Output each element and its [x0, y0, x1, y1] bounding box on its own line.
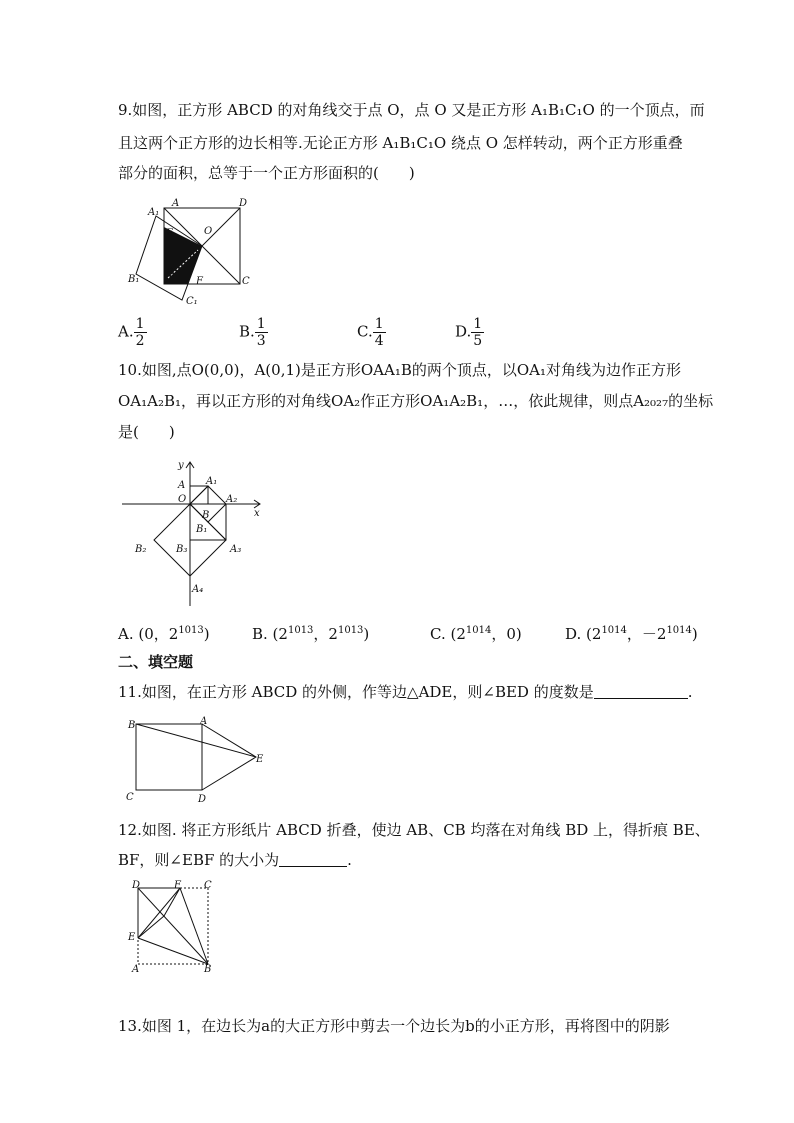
q11-answer-blank[interactable] [594, 684, 688, 699]
label-a: A [200, 716, 208, 727]
label-a1: A₁ [148, 207, 160, 218]
q9-line-2: 且这两个正方形的边长相等.无论正方形 A₁B₁C₁O 绕点 O 怎样转动，两个正方形重叠 [118, 134, 683, 152]
label-b1: B₁ [196, 524, 208, 535]
q10-option-a[interactable]: A. (0，$2^{1013}$) [118, 625, 210, 643]
q12-line-1: 12.如图. 将正方形纸片 ABCD 折叠，使边 AB、CB 均落在对角线 BD 上，得折痕 BE、 [118, 821, 710, 839]
label-a1: A₁ [206, 476, 218, 487]
q12-answer-blank[interactable] [279, 852, 347, 867]
crease-bf [180, 888, 208, 964]
label-a2: A₂ [226, 494, 238, 505]
label-b: B [128, 720, 136, 731]
q12-figure [124, 876, 220, 976]
q9-line-3: 部分的面积，总等于一个正方形面积的( ) [118, 164, 415, 182]
q9-option-b[interactable]: B. $\frac{1}{3}$ [239, 316, 266, 349]
label-a4: A₄ [192, 584, 204, 595]
label-d: D [198, 794, 207, 805]
label-a3: A₃ [230, 544, 242, 555]
label-f: F [196, 276, 203, 287]
label-c: C [204, 880, 212, 891]
q10-option-b[interactable]: B. ($2^{1013}$，$2^{1013}$) [252, 625, 370, 643]
equilateral-triangle-ade [202, 724, 256, 790]
q10-figure [120, 458, 265, 608]
q9-option-c[interactable]: C. $\frac{1}{4}$ [357, 316, 384, 349]
label-b: B [202, 510, 210, 521]
section-heading-fill-in: 二、填空题 [118, 653, 194, 671]
q11-line-1: 11.如图，在正方形 ABCD 的外侧，作等边△ADE，则∠BED 的度数是 . [118, 683, 693, 701]
segment-be [136, 724, 256, 757]
label-o: O [204, 226, 213, 237]
label-b: B [166, 267, 174, 278]
label-e: E [128, 932, 136, 943]
label-o: O [178, 494, 187, 505]
label-e: E [166, 228, 174, 239]
q10-line-2: OA₁A₂B₁，再以正方形的对角线OA₂作正方形OA₁A₂B₁，…，依此规律，则点A₂₀₂₇的坐标 [118, 392, 714, 410]
label-x: x [254, 508, 260, 519]
q9-figure [118, 196, 268, 308]
q11-figure [124, 714, 268, 806]
q9-option-d[interactable]: D. $\frac{1}{5}$ [455, 316, 483, 349]
q12-line-2: BF，则∠EBF 的大小为 . [118, 851, 352, 869]
q10-line-1: 10.如图,点O(0,0)，A(0,1)是正方形OAA₁B的两个顶点，以OA₁对角线为边作正方形 [118, 361, 682, 379]
q9-option-a[interactable]: A. $\frac{1}{2}$ [118, 316, 145, 349]
q10-option-d[interactable]: D. ($2^{1014}$，$-2^{1014}$) [565, 625, 698, 643]
label-e: E [256, 754, 264, 765]
label-a: A [178, 480, 186, 491]
label-y: y [178, 460, 184, 471]
q10-option-c[interactable]: C. ($2^{1014}$，0) [430, 625, 522, 643]
label-b2: B₂ [135, 544, 147, 555]
label-c: C [126, 792, 134, 803]
q10-line-3: 是( ) [118, 423, 175, 441]
label-c1: C₁ [186, 296, 198, 307]
label-f: F [174, 880, 181, 891]
q13-line-1: 13.如图 1，在边长为a的大正方形中剪去一个边长为b的小正方形，再将图中的阴影 [118, 1017, 670, 1035]
q9-line-1: 9.如图，正方形 ABCD 的对角线交于点 O，点 O 又是正方形 A₁B₁C₁O 的一个顶点，而 [118, 101, 705, 119]
crease-be [138, 938, 208, 964]
label-c: C [242, 276, 250, 287]
label-d: D [239, 198, 248, 209]
label-d: D [132, 880, 141, 891]
label-b: B [204, 964, 212, 975]
label-b1: B₁ [128, 274, 140, 285]
label-a: A [132, 964, 140, 975]
square-abcd [136, 724, 202, 790]
label-b3: B₃ [176, 544, 188, 555]
label-a: A [172, 198, 180, 209]
